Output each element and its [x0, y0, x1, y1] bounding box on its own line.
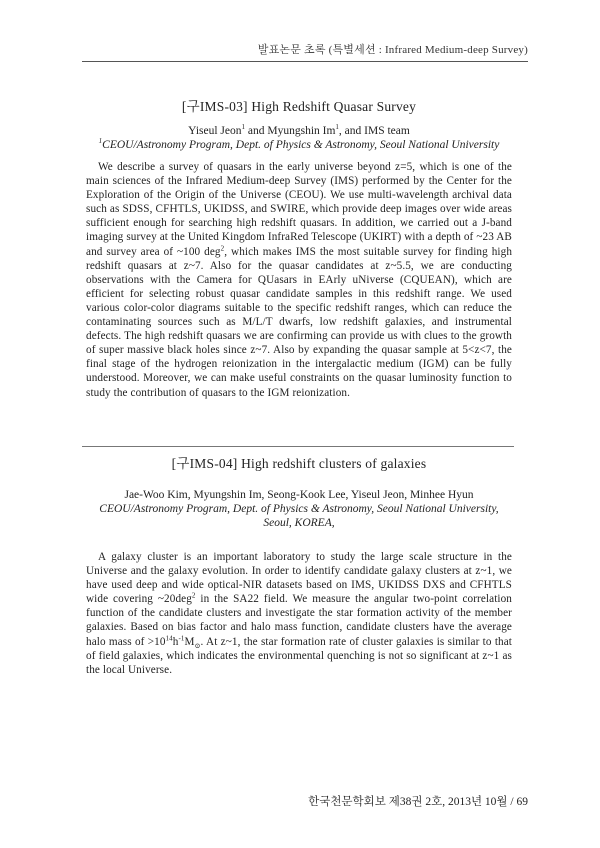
body-text: M — [184, 635, 195, 648]
abstract-title: [구IMS-03] High Redshift Quasar Survey — [181, 99, 417, 114]
superscript: 2 — [191, 591, 196, 600]
superscript: -1 — [178, 633, 185, 642]
affil-mark: 1 — [98, 137, 103, 146]
author-affil-mark: 1 — [241, 123, 246, 132]
author-affil-mark: 1 — [335, 123, 339, 132]
author-name: , and IMS team — [338, 125, 410, 137]
author-name: and Myungshin Im — [245, 125, 336, 137]
affiliation — [86, 138, 512, 152]
abstract-body — [86, 160, 512, 400]
body-text: h — [172, 635, 179, 648]
abstract-ims03 — [86, 95, 512, 400]
section-divider — [82, 446, 514, 447]
running-header: 발표논문 초록 (특별세션 : Infrared Medium-deep Survey) — [257, 44, 528, 56]
superscript: 2 — [220, 243, 225, 252]
author-line — [86, 124, 512, 138]
author-line: Jae-Woo Kim, Myungshin Im, Seong-Kook Lee, Yiseul Jeon, Minhee Hyun — [124, 489, 474, 501]
affiliation-text: CEOU/Astronomy Program, Dept. of Physics & Astronomy, Seoul National University — [102, 139, 500, 151]
abstract-ims04 — [86, 452, 512, 677]
superscript: 14 — [165, 633, 173, 642]
body-text: A galaxy cluster is an important laboratory to study the large scale structure in the Universe and the galaxy evolution. In order to identify candidate galaxy clusters at z~1, we have used deep and wide optical-NIR datasets based on IMS, UKIDSS DXS and CFHTLS wide covering ~20deg — [86, 551, 512, 606]
page-footer: 한국천문학회보 제38권 2호, 2013년 10월 / 69 — [308, 796, 528, 808]
abstract-title: [구IMS-04] High redshift clusters of galaxies — [171, 456, 427, 471]
author-name: Yiseul Jeon — [188, 125, 242, 137]
body-text: in the SA22 field. We measure the angular two-point correlation function of the candidate clusters and investigate the star formation activity of the member galaxies. Based on bias factor and halo mass function, candidate clusters have the average halo mass of >10 — [86, 593, 513, 648]
body-text: , which makes IMS the most suitable survey for finding high redshift quasars at z~7. Also for the quasar candidates at z~5.5, we are conducting observations with the Camera for QUasars in EArly uNiverse (CQUEAN), which are efficient for selecting robust quasar candidate samples in this redshift range. We used various color-color diagrams suitable to the specific redshift ranges, which can reduce the contaminating sources such as M/L/T dwarfs, low redshift galaxies, and instrumental defects. The high redshift quasars we are confirming can provide us with clues to the growth of super massive black holes since z~7. Also by expanding the quasar sample at 5<z<7, the final stage of the hydrogen reionization in the intergalactic medium (IGM) can be fully understood. Moreover, we can make useful constraints on the quasar luminosity function to study the contribution of quasars to the IGM reionization. — [86, 245, 513, 399]
body-text: . At z~1, the star formation rate of cluster galaxies is similar to that of field galaxies, which indicates the environmental quenching is not so significant at z~1 as the local Universe. — [86, 635, 513, 676]
body-text: We describe a survey of quasars in the early universe beyond z=5, which is one of the main sciences of the Infrared Medium-deep Survey (IMS) performed by the Center for the Exploration of the Origin of the Universe (CEOU). We use multi-wavelength archival data such as SDSS, CFHTLS, UKIDSS, and SWIRE, which provide deep images over wide areas sufficient enough for searching high redshift quasars. In addition, we carried out a J-band imaging survey at the United Kingdom InfraRed Telescope (UKIRT) with a depth of ~23 AB and survey area of ~100 deg — [86, 161, 512, 258]
solar-symbol: ⊙ — [194, 641, 201, 650]
header-rule — [82, 61, 528, 62]
affiliation: CEOU/Astronomy Program, Dept. of Physics & Astronomy, Seoul National University, Seoul, KOREA, — [99, 503, 499, 529]
abstract-body — [86, 550, 512, 677]
